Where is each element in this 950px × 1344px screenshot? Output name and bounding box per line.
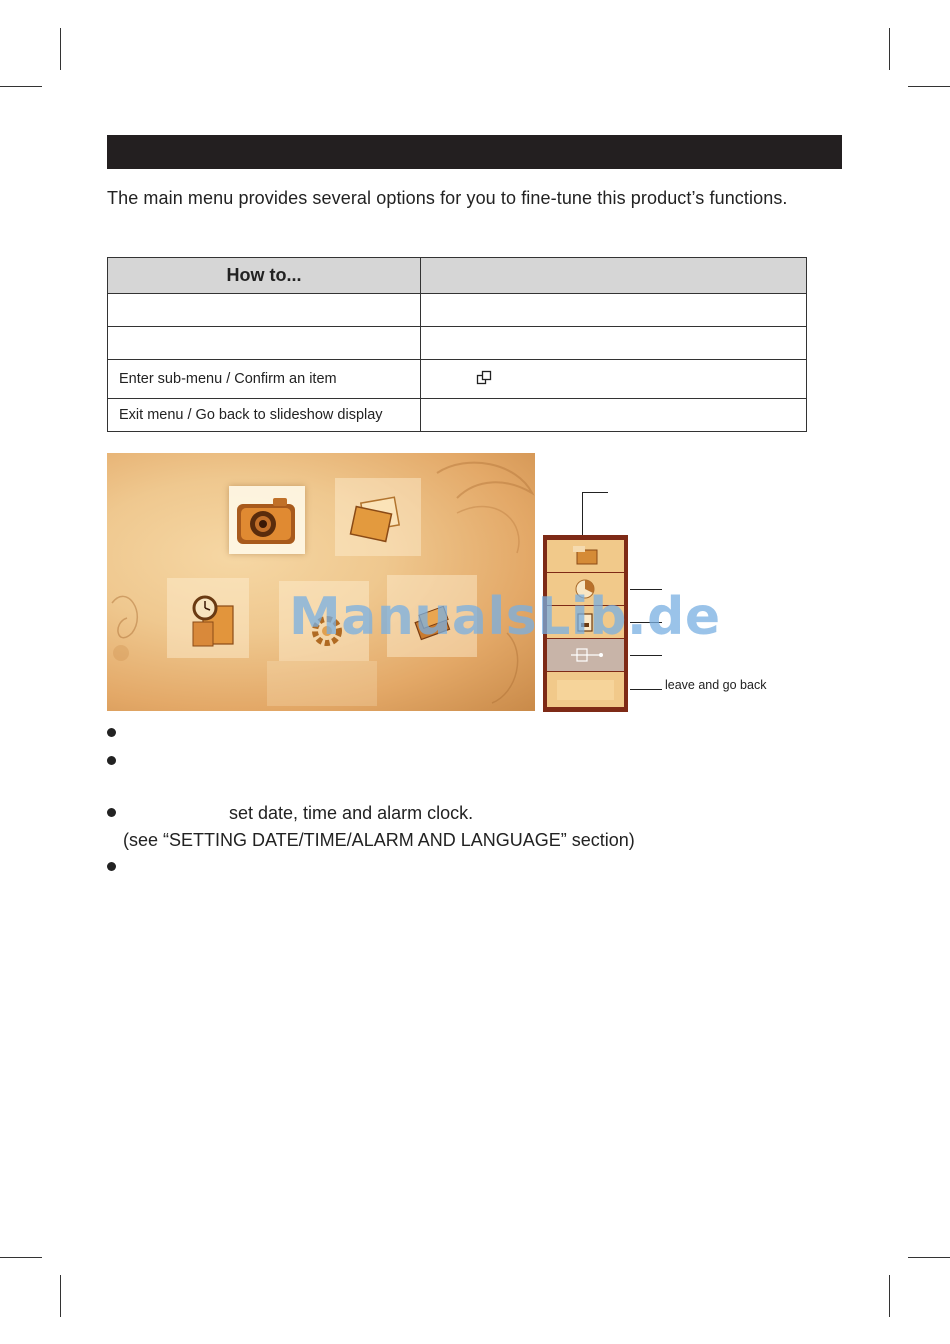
table-cell: Enter sub-menu / Confirm an item — [108, 360, 421, 399]
table-row — [108, 360, 807, 399]
table-header-howto: How to... — [108, 258, 421, 294]
photos-icon — [335, 478, 421, 556]
crop-mark — [60, 28, 61, 70]
crop-mark — [889, 28, 890, 70]
leave-label: leave and go back — [665, 678, 767, 692]
bullet-clock-text: set date, time and alarm clock. — [229, 803, 474, 823]
table-cell: Exit menu / Go back to slideshow display — [108, 399, 421, 432]
callout-line — [582, 492, 583, 535]
table-cell — [421, 294, 807, 327]
bullet — [107, 808, 116, 817]
callout-line — [582, 492, 608, 493]
photos-tile — [335, 478, 421, 556]
crop-mark — [908, 86, 950, 87]
folder-icon — [547, 540, 624, 572]
background-tile — [267, 661, 377, 706]
clock-tile — [167, 578, 249, 658]
bullet — [107, 862, 116, 871]
crop-mark — [0, 86, 42, 87]
panel-slot-leave — [547, 672, 624, 707]
camera-icon — [229, 486, 305, 554]
table-row — [108, 294, 807, 327]
bullet — [107, 756, 116, 765]
table-cell — [421, 327, 807, 360]
crop-mark — [889, 1275, 890, 1317]
bullet — [107, 728, 116, 737]
table-row — [108, 399, 807, 432]
crop-mark — [908, 1257, 950, 1258]
panel-slot-folder — [547, 540, 624, 572]
watermark: ManualsLib.de — [289, 587, 721, 647]
main-menu-screen — [107, 453, 535, 711]
clock-icon — [167, 578, 249, 658]
table-cell — [108, 327, 421, 360]
crop-mark — [60, 1275, 61, 1317]
rotate-confirm-icon — [476, 370, 492, 389]
callout-line — [630, 689, 662, 690]
crop-mark — [0, 1257, 42, 1258]
intro-text: The main menu provides several options for you to fine-tune this product’s functions. — [107, 188, 788, 208]
table-cell — [108, 294, 421, 327]
callout-line — [630, 655, 662, 656]
table-cell — [421, 399, 807, 432]
table-header-action — [421, 258, 807, 294]
table-row — [108, 327, 807, 360]
bullet-clock-reference: (see “SETTING DATE/TIME/ALARM AND LANGUAGE” section) — [123, 830, 635, 850]
table-header-row — [108, 258, 807, 294]
table-cell-confirm — [421, 360, 807, 399]
howto-table — [107, 257, 807, 432]
camera-tile — [229, 486, 305, 554]
section-title-bar — [107, 135, 842, 169]
leave-icon — [547, 672, 624, 707]
